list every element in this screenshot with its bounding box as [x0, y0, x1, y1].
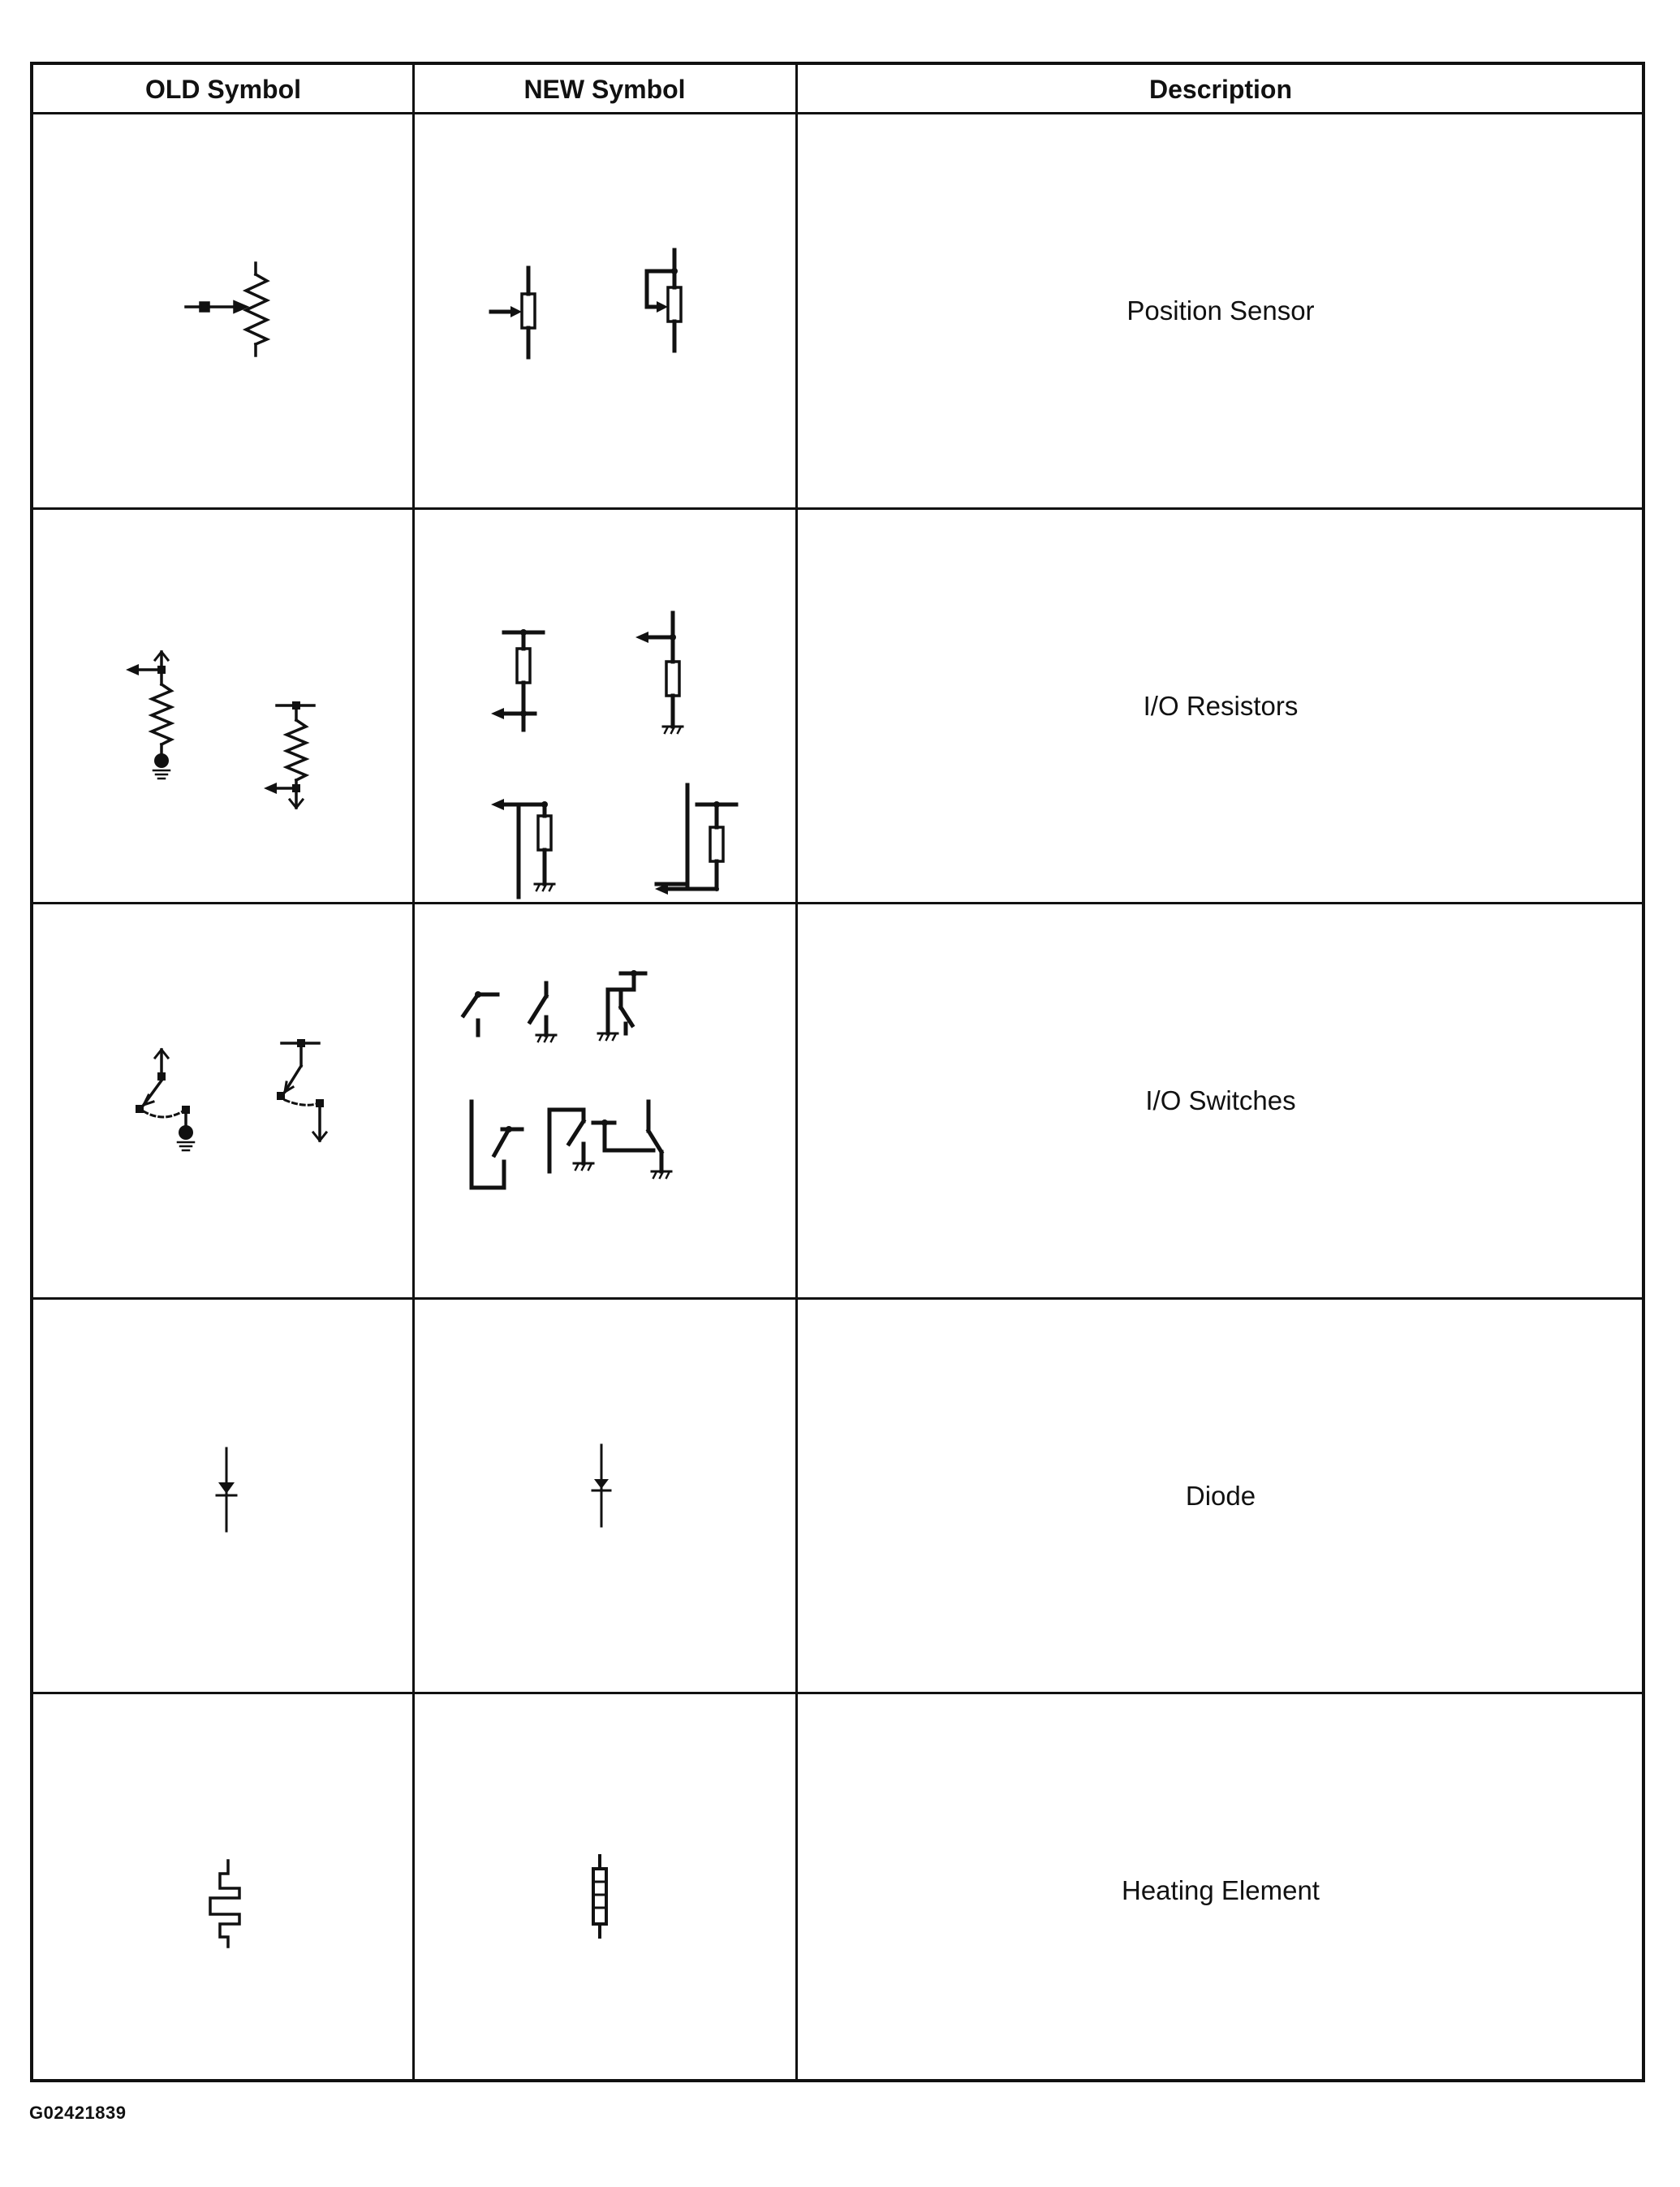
io-resistor-box-icon	[413, 509, 796, 904]
table-row	[33, 114, 1642, 508]
heating-element-new-icon	[413, 1693, 796, 2088]
table-row	[33, 1299, 1642, 1693]
header-new-symbol: NEW Symbol	[523, 74, 686, 104]
description-cell: Position Sensor	[1126, 295, 1315, 326]
heating-element-old-icon	[33, 1693, 413, 2088]
description-cell: I/O Resistors	[1143, 691, 1299, 721]
io-resistor-zigzag-icon	[33, 509, 413, 904]
diode-new-icon	[413, 1299, 796, 1693]
figure-id: G02421839	[29, 2103, 127, 2123]
table-row	[33, 904, 1642, 1298]
symbol-table	[30, 62, 1645, 2082]
potentiometer-zigzag-icon	[33, 114, 413, 508]
potentiometer-box-icon	[413, 114, 796, 508]
io-switch-new-icon	[413, 904, 796, 1298]
description-cell: Heating Element	[1122, 1875, 1320, 1905]
header-old-symbol: OLD Symbol	[144, 74, 301, 104]
io-switch-old-icon	[33, 904, 413, 1298]
table-row	[33, 1693, 1642, 2088]
table-row	[33, 509, 1642, 904]
description-cell: Diode	[1185, 1481, 1256, 1511]
header-description: Description	[1148, 74, 1293, 104]
description-cell: I/O Switches	[1145, 1085, 1296, 1115]
diode-old-icon	[33, 1299, 413, 1693]
